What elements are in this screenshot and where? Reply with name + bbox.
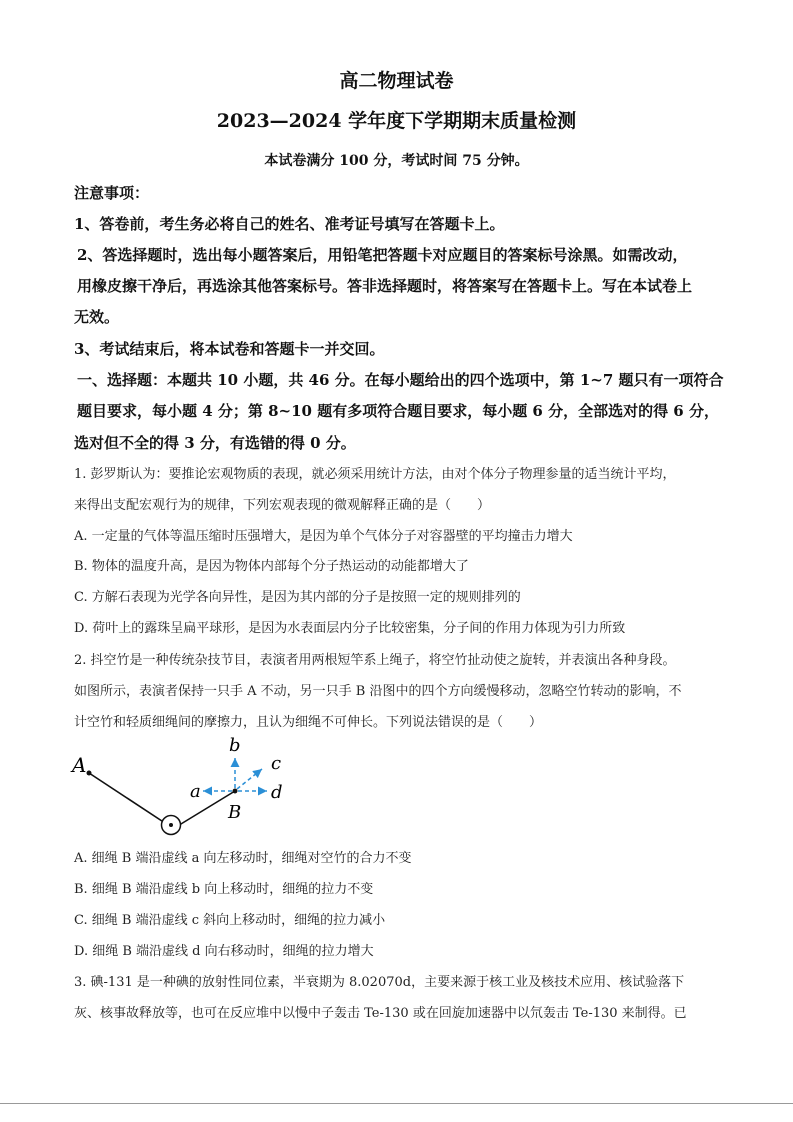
q3-stem-line-1: 3. 碘-131 是一种碘的放射性同位素，半衰期为 8.02070d，主要来源于核工业及核技术应用、核试验落下 [74,975,685,990]
q2-option-b: B. 细绳 B 端沿虚线 b 向上移动时，细绳的拉力不变 [74,882,374,897]
section-1-line-2: 题目要求，每小题 4 分；第 8~10 题有多项符合题目要求，每小题 6 分，全部选对的得 6 分， [77,402,719,420]
q2-stem-line-1: 2. 抖空竹是一种传统杂技节目，表演者用两根短竿系上绳子，将空竹扯动使之旋转，并表演出各种身段。 [74,653,676,668]
label-dir-b: b [229,735,241,756]
q2-option-a: A. 细绳 B 端沿虚线 a 向左移动时，细绳对空竹的合力不变 [74,851,412,866]
notice-item-2-line-1: 2、答选择题时，选出每小题答案后，用铅笔把答题卡对应题目的答案标号涂黑。如需改动， [77,246,688,264]
q2-stem-line-3: 计空竹和轻质细绳间的摩擦力，且认为细绳不可伸长。下列说法错误的是（ ） [74,715,543,730]
q1-stem-line-2: 来得出支配宏观行为的规律，下列宏观表现的微观解释正确的是（ ） [74,498,491,513]
rope-left [89,773,168,825]
notice-item-3: 3、考试结束后，将本试卷和答题卡一并交回。 [74,340,385,358]
diabolo-center [169,823,173,827]
rope-right [176,791,235,827]
page-divider [0,1103,793,1104]
label-b-hand: B [228,802,242,823]
point-a [87,771,92,776]
section-1-line-1: 一、选择题：本题共 10 小题，共 46 分。在每小题给出的四个选项中，第 1~7 题只有一项符合 [77,371,724,389]
section-1-line-3: 选对但不全的得 3 分，有选错的得 0 分。 [74,434,356,452]
label-dir-d: d [271,782,283,803]
arrow-c [237,769,262,789]
q2-option-c: C. 细绳 B 端沿虚线 c 斜向上移动时，细绳的拉力减小 [74,913,386,928]
q1-option-d: D. 荷叶上的露珠呈扁平球形，是因为水表面层内分子比较密集，分子间的作用力体现为引力所致 [74,621,626,636]
exam-info: 本试卷满分 100 分，考试时间 75 分钟。 [264,153,529,169]
point-b [233,789,238,794]
q3-stem-line-2: 灰、核事故释放等，也可在反应堆中以慢中子轰击 Te-130 或在回旋加速器中以氘轰击 Te-130 来制得。已 [74,1006,687,1021]
q1-stem-line-1: 1. 彭罗斯认为：要推论宏观物质的表现，就必须采用统计方法，由对个体分子物理参量的适当统计平均， [74,467,676,482]
q2-figure-diverto [66,732,296,842]
exam-subtitle: 2023—2024 学年度下学期期末质量检测 [216,110,577,132]
q1-option-b: B. 物体的温度升高，是因为物体内部每个分子热运动的动能都增大了 [74,559,469,574]
notice-heading: 注意事项： [74,184,150,202]
q1-option-a: A. 一定量的气体等温压缩时压强增大，是因为单个气体分子对容器壁的平均撞击力增大 [74,529,573,544]
label-dir-c: c [271,753,282,774]
label-a-hand: A [72,753,87,777]
page-title: 高二物理试卷 [339,70,454,92]
q2-stem-line-2: 如图所示，表演者保持一只手 A 不动，另一只手 B 沿图中的四个方向缓慢移动，忽略空竹转动的影响，不 [74,684,682,699]
notice-item-2-line-2: 用橡皮擦干净后，再选涂其他答案标号。答非选择题时，将答案写在答题卡上。写在本试卷上 [77,277,693,295]
q2-option-d: D. 细绳 B 端沿虚线 d 向右移动时，细绳的拉力增大 [74,944,374,959]
notice-item-1: 1、答卷前，考生务必将自己的姓名、准考证号填写在答题卡上。 [74,215,505,233]
q1-option-c: C. 方解石表现为光学各向异性，是因为其内部的分子是按照一定的规则排列的 [74,590,521,605]
notice-item-2-line-3: 无效。 [74,308,120,326]
label-dir-a: a [190,781,201,802]
